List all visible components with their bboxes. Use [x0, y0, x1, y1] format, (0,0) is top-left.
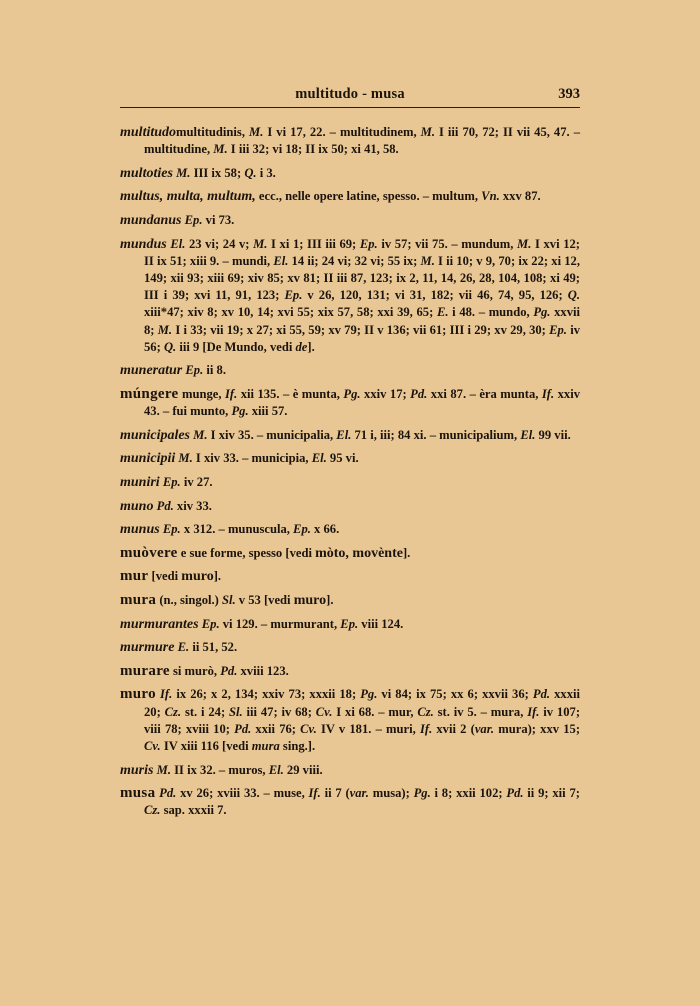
dictionary-entry [120, 592, 580, 609]
headword: multus, multa, multum, [120, 189, 256, 205]
dictionary-entry [120, 545, 580, 562]
citation-text: iv 107; viii 78; xviii 10; [144, 704, 581, 736]
citation-text: I iii 32; vi 18; II ix 50; xi 41, 58. [227, 142, 399, 157]
citation-text: viii 124. [358, 616, 404, 631]
dictionary-entry [120, 686, 580, 755]
citation-text: iii 9 [De Mundo, vedi [176, 339, 296, 354]
work-abbreviation: M. [157, 322, 173, 337]
work-abbreviation: Pd. [234, 721, 252, 736]
dictionary-entry [120, 362, 580, 379]
dictionary-entry [120, 450, 580, 467]
citation-text: iv 27. [180, 474, 213, 489]
citation-text: munge, [178, 386, 225, 401]
work-abbreviation: Ep. [284, 288, 303, 303]
work-abbreviation: Cz. [417, 704, 434, 719]
citation-text: iv 56; [144, 322, 580, 354]
work-abbreviation: M. [249, 125, 264, 139]
cross-reference: muro [181, 569, 214, 585]
work-abbreviation: El. [520, 427, 536, 442]
work-abbreviation: var. [349, 786, 369, 801]
work-abbreviation: Pd. [159, 786, 177, 801]
headword: murmure [120, 640, 175, 656]
work-abbreviation: Pg. [231, 404, 249, 419]
citation-text: 99 vii. [535, 427, 571, 442]
citation-text: iv 57; vii 75. – mundum, [377, 236, 518, 251]
citation-text: xiii*47; xiv 8; xv 10, 14; xvi 55; xix 57, 58; xxi 39, 65; [144, 305, 437, 320]
work-abbreviation: E. [436, 305, 449, 320]
citation-text: xii 135. – è munta, [237, 386, 344, 401]
work-abbreviation: M. [213, 142, 228, 157]
work-abbreviation: Pd. [156, 498, 174, 513]
work-abbreviation: mura [251, 738, 280, 753]
citation-text: ii 51, 52. [189, 640, 238, 655]
citation-text: vi 129. – murmurant, [219, 616, 341, 631]
work-abbreviation: Pg. [343, 386, 361, 401]
headword: munus [120, 522, 160, 538]
citation-text: xxvii 8; [144, 305, 581, 337]
work-abbreviation: Sl. [229, 704, 243, 719]
work-abbreviation: Q. [567, 288, 580, 303]
citation-text: si murò, [169, 663, 221, 678]
work-abbreviation: Cz. [144, 803, 161, 818]
citation-text: I xvi 12; II ix 51; xiii 9. – mundi, [144, 236, 580, 268]
dictionary-entry [120, 124, 580, 158]
dictionary-entry [120, 165, 580, 182]
citation-text: I iii 70, 72; II vii 45, 47. – multitudine, [144, 125, 580, 157]
citation-text: I ii 10; v 9, 70; ix 22; xi 12, 149; xii 93; xiii 69; xiv 85; xv 81; II iii 87, 123; ix 2, 11, 14, 26, 28, 104, 108; xi 49; III i 39; xvi 11, 91, 123; [144, 253, 580, 303]
header-rule [120, 107, 580, 108]
citation-text: v 53 [vedi [235, 592, 294, 607]
work-abbreviation: If. [541, 386, 555, 401]
dictionary-entry [120, 386, 580, 420]
citation-text: xxiv 43. – fui munto, [144, 386, 581, 419]
work-abbreviation: Ep. [201, 616, 220, 631]
citation-text: ]. [402, 545, 411, 560]
work-abbreviation: If. [527, 704, 540, 719]
citation-text: i 3. [256, 165, 276, 180]
work-abbreviation: Vn. [481, 189, 500, 204]
work-abbreviation: Q. [163, 339, 177, 354]
citation-text: 95 vi. [326, 451, 359, 466]
citation-text: iii 47; iv 68; [242, 704, 316, 719]
work-abbreviation: If. [160, 687, 173, 702]
dictionary-entry [120, 639, 580, 656]
work-abbreviation: M. [176, 165, 191, 180]
headword: multoties [120, 165, 173, 181]
citation-text: xxi 87. – èra munta, [427, 386, 542, 401]
citation-text: III ix 58; [190, 165, 245, 180]
headword: muro [120, 686, 156, 703]
dictionary-entry [120, 663, 580, 680]
work-abbreviation: Pg. [360, 687, 378, 702]
citation-text: st. iv 5. – mura, [433, 704, 528, 719]
headword: mundus [120, 236, 167, 252]
work-abbreviation: El. [273, 253, 289, 268]
headword: mura [120, 591, 157, 608]
citation-text: musa); [368, 786, 414, 801]
citation-text: IV v 181. – muri, [316, 721, 420, 736]
citation-text: sing.]. [279, 738, 316, 753]
work-abbreviation: If. [224, 386, 238, 401]
citation-text: ii 9; xii 7; [523, 786, 580, 801]
citation-text: xxiv 17; [360, 386, 411, 401]
work-abbreviation: Pg. [533, 305, 551, 320]
work-abbreviation: Pd. [506, 786, 524, 801]
citation-text: xiii 57. [248, 404, 288, 419]
citation-text: ]. [307, 339, 315, 354]
headword: murmurantes [120, 616, 199, 632]
citation-text: 14 ii; 24 vi; 32 vi; 55 ix; [288, 253, 421, 268]
work-abbreviation: Cv. [300, 721, 317, 736]
citation-text: ii 8. [203, 363, 227, 378]
citation-text: IV xiii 116 [vedi [160, 738, 252, 753]
work-abbreviation: El. [170, 236, 186, 251]
citation-text: x 312. – munuscula, [180, 522, 294, 537]
citation-text: I xi 68. – mur, [332, 704, 418, 719]
citation-text: 29 viii. [283, 762, 323, 777]
work-abbreviation: El. [311, 451, 327, 466]
citation-text: ecc., nelle opere latine, spesso. – multum, [255, 189, 482, 204]
headword: mur [120, 568, 149, 585]
citation-text: I xiv 35. – municipalia, [207, 427, 337, 442]
running-title: multitudo - musa [295, 86, 405, 102]
work-abbreviation: If. [419, 721, 433, 736]
cross-reference: mòto, movènte [315, 545, 403, 561]
citation-text: ix 26; x 2, 134; xxiv 73; xxxii 18; [172, 687, 361, 702]
work-abbreviation: Ep. [162, 522, 181, 537]
page-number: 393 [558, 86, 580, 102]
work-abbreviation: M. [420, 253, 435, 268]
dictionary-entry [120, 498, 580, 515]
work-abbreviation: M. [156, 762, 171, 777]
citation-text: xvii 2 ( [432, 721, 475, 736]
work-abbreviation: Q. [244, 165, 257, 180]
citation-text: multitudinis, [176, 125, 249, 139]
headword: muno [120, 498, 154, 514]
citation-text: xxv 87. [499, 189, 541, 204]
dictionary-entry [120, 212, 580, 229]
dictionary-entry [120, 474, 580, 491]
work-abbreviation: E. [177, 640, 190, 655]
work-abbreviation: Ep. [184, 212, 203, 227]
work-abbreviation: If. [308, 786, 321, 801]
citation-text: [vedi [148, 569, 182, 584]
citation-text: I xi 1; III iii 69; [267, 236, 360, 251]
work-abbreviation: Pd. [532, 687, 551, 702]
running-head [120, 86, 580, 108]
citation-text: 71 i, iii; 84 xi. – municipalium, [351, 427, 521, 442]
headword: municipii [120, 451, 176, 467]
work-abbreviation: El. [268, 762, 284, 777]
work-abbreviation: Pg. [413, 786, 431, 801]
citation-text: xv 26; xviii 33. – muse, [176, 786, 309, 801]
dictionary-entry [120, 568, 580, 585]
citation-text: 23 vi; 24 v; [185, 236, 254, 251]
work-abbreviation: M. [178, 451, 193, 466]
work-abbreviation: Pd. [220, 663, 238, 678]
work-abbreviation: El. [336, 427, 352, 442]
citation-text: II ix 32. – muros, [170, 762, 269, 777]
citation-text: v 26, 120, 131; vi 31, 182; vii 46, 74, 95, 126; [302, 288, 568, 303]
work-abbreviation: Pd. [410, 386, 428, 401]
work-abbreviation: Ep. [293, 522, 311, 537]
citation-text: xviii 123. [237, 663, 289, 678]
entry-list [120, 124, 580, 826]
citation-text: I xiv 33. – municipia, [192, 451, 312, 466]
dictionary-entry [120, 188, 580, 205]
citation-text: I i 33; vii 19; x 27; xi 55, 59; xv 79; II v 136; vii 61; III i 29; xv 29, 30; [172, 322, 550, 337]
dictionary-entry [120, 785, 580, 819]
work-abbreviation: Ep. [185, 363, 204, 378]
citation-text: ii 7 ( [320, 786, 350, 801]
headword: murare [120, 662, 170, 679]
dictionary-entry [120, 762, 580, 779]
citation-text: x 66. [310, 522, 340, 537]
headword: muòvere [120, 544, 178, 561]
dictionary-entry [120, 616, 580, 633]
citation-text: st. i 24; [181, 704, 230, 719]
dictionary-entry [120, 427, 580, 444]
work-abbreviation: M. [420, 125, 435, 139]
citation-text: mura); xxv 15; [494, 721, 581, 736]
citation-text: i 8; xxii 102; [430, 786, 507, 801]
dictionary-entry [120, 236, 580, 356]
work-abbreviation: Cv. [315, 704, 333, 719]
citation-text: i 48. – mundo, [448, 305, 534, 320]
headword: muniri [120, 474, 160, 490]
work-abbreviation: Ep. [359, 236, 378, 251]
work-abbreviation: var. [474, 721, 495, 736]
work-abbreviation: M. [253, 236, 268, 251]
headword: muneratur [120, 363, 183, 379]
citation-text: xxii 76; [251, 721, 301, 736]
work-abbreviation: M. [517, 236, 532, 251]
citation-text: ]. [326, 592, 334, 607]
work-abbreviation: Sl. [221, 592, 236, 607]
citation-text: xxxii 20; [144, 687, 581, 719]
headword: multitudo [120, 125, 177, 140]
headword: municipales [120, 427, 191, 443]
work-abbreviation: Cz. [164, 704, 182, 719]
work-abbreviation: Ep. [340, 616, 359, 631]
citation-text: e sue forme, spesso [vedi [177, 545, 316, 560]
work-abbreviation: Ep. [549, 322, 567, 337]
headword: musa [120, 785, 156, 802]
headword: muris [120, 762, 154, 778]
citation-text: sap. xxxii 7. [160, 803, 227, 818]
work-abbreviation: Cv. [144, 738, 161, 753]
headword: múngere [120, 385, 179, 402]
citation-text: I vi 17, 22. – multitudinem, [263, 125, 421, 139]
citation-text: xiv 33. [173, 498, 212, 513]
dictionary-entry [120, 521, 580, 538]
citation-text: ]. [213, 569, 222, 584]
cross-reference: muro [293, 592, 327, 608]
headword: mundanus [120, 212, 182, 228]
work-abbreviation: Ep. [162, 474, 181, 489]
citation-text: vi 73. [202, 212, 235, 227]
work-abbreviation: M. [193, 427, 208, 442]
work-abbreviation: de [295, 339, 308, 354]
citation-text: (n., singol.) [156, 592, 222, 607]
citation-text: vi 84; ix 75; xx 6; xxvii 36; [377, 687, 533, 702]
